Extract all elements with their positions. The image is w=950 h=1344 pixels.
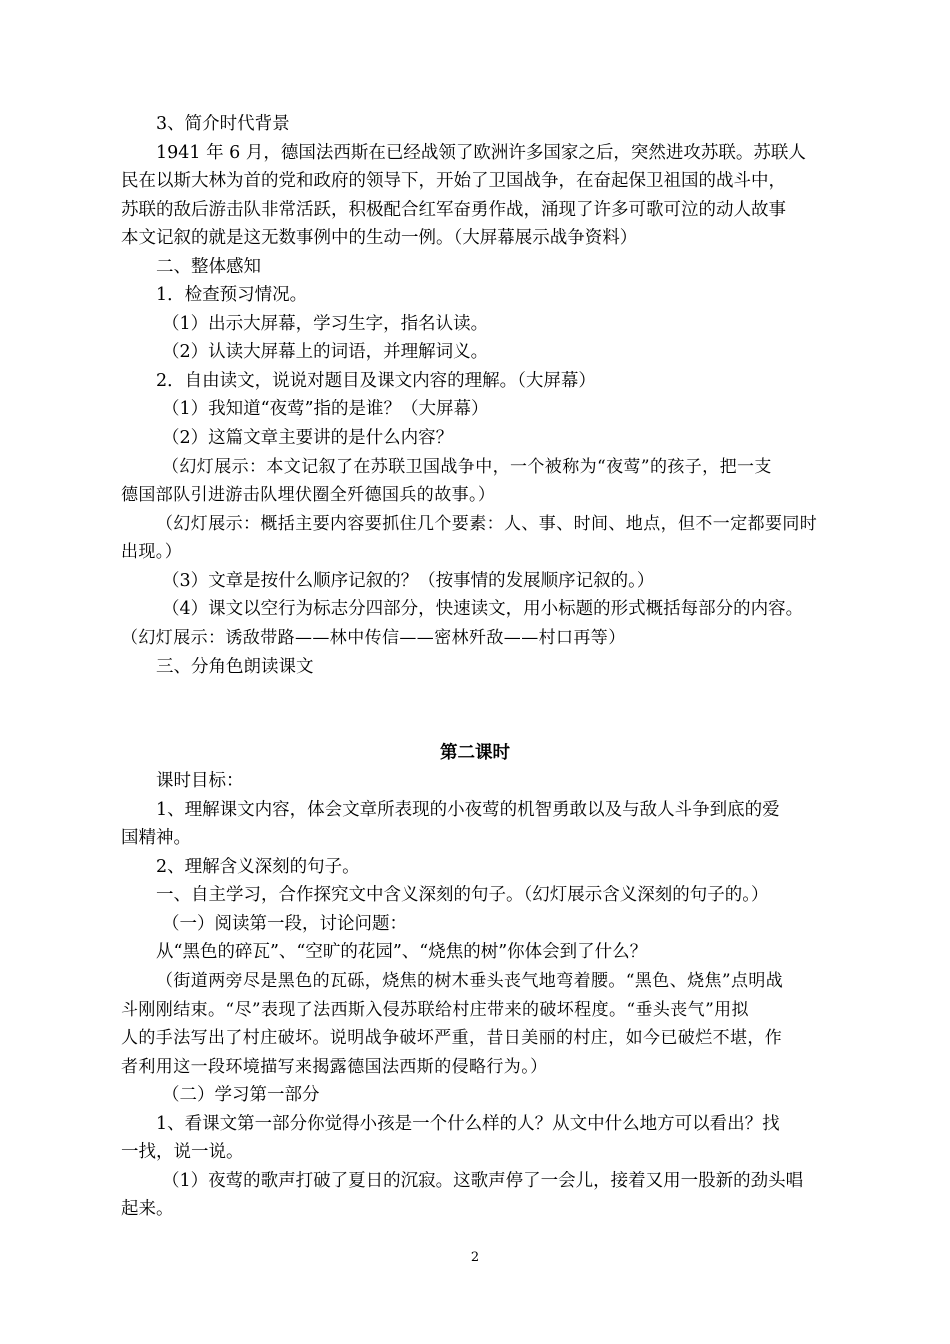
paragraph-line: （2）认读大屏幕上的词语，并理解词义。 xyxy=(162,342,489,362)
paragraph-line: （二）学习第一部分 xyxy=(162,1085,320,1105)
paragraph-line: 1．检查预习情况。 xyxy=(156,285,308,305)
paragraph-line: 本文记叙的就是这无数事例中的生动一例。（大屏幕展示战争资料） xyxy=(121,228,638,248)
section-heading-background: 3、简介时代背景 xyxy=(156,114,290,134)
section-heading-overview: 二、整体感知 xyxy=(156,257,261,277)
paragraph-line: （4）课文以空行为标志分四部分，快速读文，用小标题的形式概括每部分的内容。 xyxy=(162,599,804,619)
paragraph-line: 一找，说一说。 xyxy=(121,1142,244,1162)
paragraph-line: （1）我知道“夜莺”指的是谁？（大屏幕） xyxy=(162,399,489,419)
page-number: 2 xyxy=(470,1250,480,1265)
paragraph-line: （2）这篇文章主要讲的是什么内容？ xyxy=(162,428,454,448)
paragraph-line: （1）出示大屏幕，学习生字，指名认读。 xyxy=(162,314,489,334)
paragraph-line: 2．自由读文，说说对题目及课文内容的理解。（大屏幕） xyxy=(156,371,596,391)
answer-note-line: 人的手法写出了村庄破坏。说明战争破坏严重，昔日美丽的村庄，如今已破烂不堪，作 xyxy=(121,1028,783,1048)
paragraph-line: （1）夜莺的歌声打破了夏日的沉寂。这歌声停了一会儿，接着又用一股新的劲头唱 xyxy=(162,1171,804,1191)
paragraph-line: 1941 年 6 月，德国法西斯在已经战领了欧洲许多国家之后，突然进攻苏联。苏联人 xyxy=(156,143,806,163)
answer-note-line: 者利用这一段环境描写来揭露德国法西斯的侵略行为。） xyxy=(121,1057,548,1077)
paragraph-line: 一、自主学习，合作探究文中含义深刻的句子。（幻灯展示含义深刻的句子的。） xyxy=(156,885,769,905)
paragraph-line: 2、理解含义深刻的句子。 xyxy=(156,857,360,877)
answer-note-line: 斗刚刚结束。“尽”表现了法西斯入侵苏联给村庄带来的破坏程度。“垂头丧气”用拟 xyxy=(121,1000,749,1020)
paragraph-line: 民在以斯大林为首的党和政府的领导下，开始了卫国战争，在奋起保卫祖国的战斗中， xyxy=(121,171,786,191)
slide-note-line: 德国部队引进游击队埋伏圈全歼德国兵的故事。） xyxy=(121,485,496,505)
paragraph-line: 起来。 xyxy=(121,1199,174,1219)
paragraph-line: 1、看课文第一部分你觉得小孩是一个什么样的人？从文中什么地方可以看出？找 xyxy=(156,1114,780,1134)
paragraph-line: 国精神。 xyxy=(121,828,191,848)
section-heading-reading: 三、分角色朗读课文 xyxy=(156,657,314,677)
answer-note-line: （街道两旁尽是黑色的瓦砾，烧焦的树木垂头丧气地弯着腰。“黑色、烧焦”点明战 xyxy=(156,971,784,991)
paragraph-line: （3）文章是按什么顺序记叙的？（按事情的发展顺序记叙的。） xyxy=(162,571,655,591)
slide-note-line: 出现。） xyxy=(121,542,183,562)
paragraph-line: （一）阅读第一段，讨论问题： xyxy=(162,914,407,934)
lesson-heading: 第二课时 xyxy=(440,743,510,763)
slide-note-line: （幻灯展示：诱敌带路——林中传信——密林歼敌——村口再等） xyxy=(121,628,626,648)
slide-note-line: （幻灯展示：本文记叙了在苏联卫国战争中，一个被称为“夜莺”的孩子，把一支 xyxy=(162,457,772,477)
paragraph-line: 课时目标： xyxy=(156,771,244,791)
paragraph-line: 1、理解课文内容，体会文章所表现的小夜莺的机智勇敢以及与敌人斗争到底的爱 xyxy=(156,800,780,820)
slide-note-line: （幻灯展示：概括主要内容要抓住几个要素：人、事、时间、地点，但不一定都要同时 xyxy=(156,514,818,534)
paragraph-line: 苏联的敌后游击队非常活跃，积极配合红军奋勇作战，涌现了许多可歌可泣的动人故事 xyxy=(121,200,786,220)
paragraph-line: 从“黑色的碎瓦”、“空旷的花园”、“烧焦的树”你体会到了什么？ xyxy=(156,942,648,962)
